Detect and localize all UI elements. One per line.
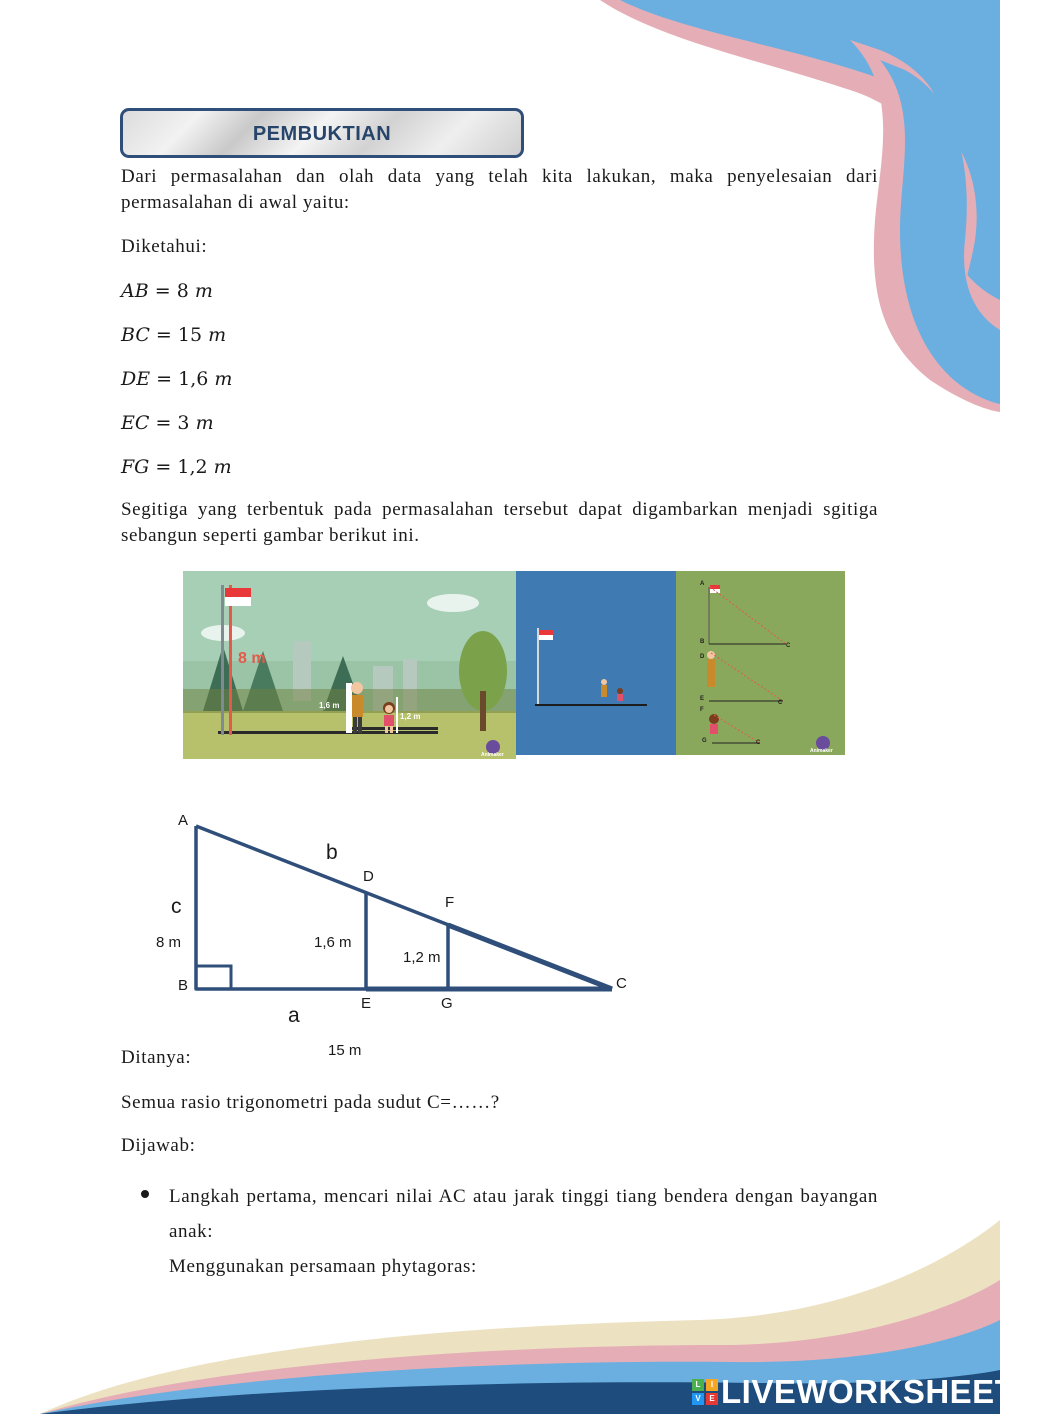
section-title: PEMBUKTIAN — [252, 123, 392, 145]
panel3-label-c1: C — [786, 643, 791, 649]
triangle-diagram — [0, 800, 680, 1070]
panel3-label-a: A — [700, 581, 705, 587]
label-a: A — [178, 812, 189, 829]
panel3-label-c3: C — [756, 740, 761, 746]
side-label-b: b — [326, 841, 338, 864]
asked-text: Semua rasio trigonometri pada sudut C=……? — [121, 1092, 500, 1113]
label-d: D — [363, 868, 374, 885]
panel3-label-c2: C — [778, 700, 783, 706]
brand-label-1: Animaker — [481, 752, 504, 758]
right-angle-marker — [196, 966, 231, 989]
label-b: B — [178, 977, 189, 994]
side-label-c: c — [171, 895, 182, 918]
section-banner — [120, 108, 524, 158]
step1-method: Menggunakan persamaan phytagoras: — [169, 1256, 477, 1277]
known-de: DE = 1,6 m — [121, 368, 233, 390]
adult-height-label: 1,6 m — [319, 701, 340, 710]
step1-text: Langkah pertama, mencari nilai AC atau jarak tinggi tiang bendera dengan bayangan anak: — [169, 1186, 878, 1242]
pole-height-label: 8 m — [238, 650, 266, 667]
panel3-label-d: D — [700, 654, 705, 660]
side-label-a: a — [288, 1004, 300, 1027]
answer-label: Dijawab: — [121, 1135, 196, 1156]
panel3-label-g: G — [702, 738, 707, 744]
brand-label-2: Animaker — [810, 748, 833, 754]
illustration-strip — [183, 571, 845, 759]
panel3-label-f: F — [700, 707, 704, 713]
logo-tiles-icon: L I V E — [692, 1379, 718, 1405]
panel3-label-e: E — [700, 696, 705, 702]
known-fg: FG = 1,2 m — [121, 456, 232, 478]
panel3-label-b: B — [700, 639, 705, 645]
segment-fc — [448, 925, 612, 989]
illustration-panel-blue — [516, 571, 676, 755]
known-label: Diketahui: — [121, 236, 208, 257]
label-f: F — [445, 894, 455, 911]
illustration-panel-park — [183, 571, 516, 759]
label-c: C — [616, 975, 627, 992]
length-bc: 15 m — [328, 1042, 362, 1059]
asked-label: Ditanya: — [121, 1047, 192, 1068]
illustration-panel-green — [676, 571, 845, 755]
known-ec: EC = 3 m — [121, 412, 214, 434]
label-e: E — [361, 995, 372, 1012]
intro-paragraph: Dari permasalahan dan olah data yang telah kita lakukan, maka penyelesaian dari permasalahan di awal yaitu: — [121, 166, 878, 213]
bullet-icon — [140, 1186, 150, 1196]
known-bc: BC = 15 m — [121, 324, 227, 346]
label-g: G — [441, 995, 453, 1012]
length-ab: 8 m — [156, 934, 182, 951]
logo-text: LIVEWORKSHEETS — [721, 1373, 1038, 1410]
triangle-paragraph: Segitiga yang terbentuk pada permasalahan tersebut dapat digambarkan menjadi sgitiga sebangun seperti gambar berikut ini. — [121, 499, 878, 546]
length-de: 1,6 m — [314, 934, 352, 951]
liveworksheets-logo[interactable] — [692, 1374, 1038, 1410]
child-height-label: 1,2 m — [400, 712, 421, 721]
known-ab: AB = 8 m — [121, 280, 213, 302]
length-fg: 1,2 m — [403, 949, 441, 966]
